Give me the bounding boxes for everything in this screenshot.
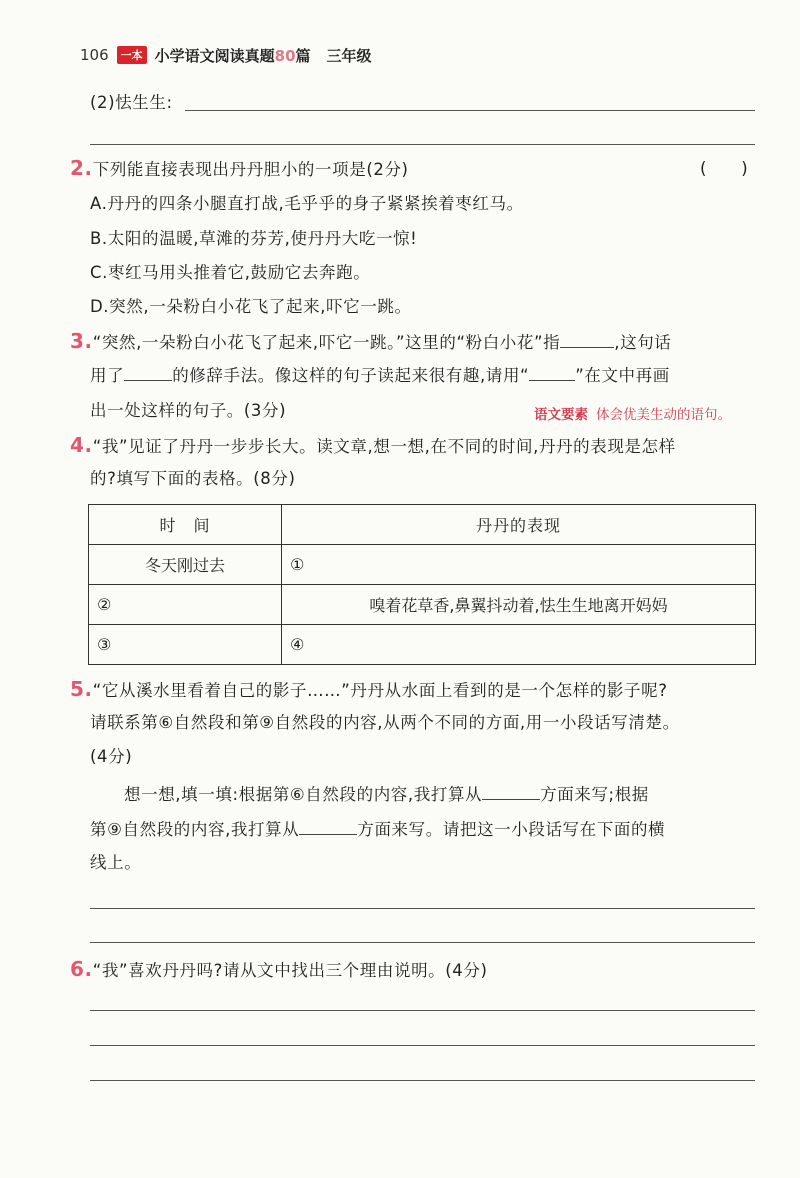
- skill-tag: [534, 403, 731, 423]
- table-cell: 嗅着花草香,鼻翼抖动着,怯生生地离开妈妈: [282, 585, 756, 625]
- q5-fill-line3: 线上。: [90, 853, 142, 872]
- page-number: 106: [80, 46, 109, 64]
- answer-line[interactable]: [90, 942, 755, 943]
- q3-line-mark-blank[interactable]: [529, 366, 575, 381]
- q4-line2: 的?填写下面的表格。(8分): [90, 469, 296, 488]
- q4-number: 4.: [70, 433, 93, 457]
- q6-stem: 6.“我”喜欢丹丹吗?请从文中找出三个理由说明。(4分): [70, 957, 488, 981]
- q2-answer-paren[interactable]: ( ): [700, 159, 749, 178]
- q3-blank-1[interactable]: [560, 333, 614, 348]
- book-title: 小学语文阅读真题80篇: [154, 46, 311, 65]
- answer-line[interactable]: [90, 1010, 755, 1011]
- table-cell-answer[interactable]: ③: [89, 625, 282, 665]
- table-header-time: 时 间: [89, 505, 282, 545]
- q5-blank-2[interactable]: [299, 820, 357, 835]
- q2-option-c: C.枣红马用头推着它,鼓励它去奔跑。: [90, 263, 371, 282]
- q3-line2: 用了 的修辞手法。像这样的句子读起来很有趣,请用“ ”在文中再画: [90, 366, 670, 385]
- answer-line[interactable]: [90, 1080, 755, 1081]
- q1-part2-label: (2)怯生生:: [90, 93, 173, 112]
- q2-stem: 2.下列能直接表现出丹丹胆小的一项是(2分): [70, 156, 409, 180]
- answer-line[interactable]: [90, 144, 755, 145]
- q5-line1: 5.“它从溪水里看着自己的影子……”丹丹从水面上看到的是一个怎样的影子呢?: [70, 677, 668, 701]
- q2-option-d: D.突然,一朵粉白小花飞了起来,吓它一跳。: [90, 297, 412, 316]
- page-header: [80, 44, 372, 66]
- table-cell: 冬天刚过去: [89, 545, 282, 585]
- table-cell-answer[interactable]: ①: [282, 545, 756, 585]
- q5-blank-1[interactable]: [482, 785, 540, 800]
- q6-number: 6.: [70, 957, 93, 981]
- table-header-row: [89, 505, 756, 545]
- q5-line2: 请联系第⑥自然段和第⑨自然段的内容,从两个不同的方面,用一小段话写清楚。: [90, 713, 680, 732]
- q2-number: 2.: [70, 156, 93, 180]
- q2-option-b: B.太阳的温暖,草滩的芬芳,使丹丹大吃一惊!: [90, 229, 418, 248]
- table-row: [89, 585, 756, 625]
- q5-fill-line1: 想一想,填一填:根据第⑥自然段的内容,我打算从 方面来写;根据: [124, 785, 649, 804]
- table-row: [89, 545, 756, 585]
- q4-line1: 4.“我”见证了丹丹一步步长大。读文章,想一想,在不同的时间,丹丹的表现是怎样: [70, 433, 676, 457]
- q5-fill-line2: 第⑨自然段的内容,我打算从 方面来写。请把这一小段话写在下面的横: [90, 820, 666, 839]
- q4-table: [88, 504, 756, 665]
- q5-number: 5.: [70, 677, 93, 701]
- skill-tag-label: 语文要素: [534, 407, 588, 423]
- table-header-performance: 丹丹的表现: [282, 505, 756, 545]
- q5-line3: (4分): [90, 747, 133, 766]
- answer-line[interactable]: [185, 110, 755, 111]
- answer-line[interactable]: [90, 908, 755, 909]
- q3-blank-2[interactable]: [124, 366, 172, 381]
- brand-logo: 一本: [117, 46, 147, 64]
- answer-line[interactable]: [90, 1045, 755, 1046]
- table-row: [89, 625, 756, 665]
- grade-label: 三年级: [326, 46, 372, 65]
- q2-option-a: A.丹丹的四条小腿直打战,毛乎乎的身子紧紧挨着枣红马。: [90, 194, 524, 213]
- q3-line1: 3.“突然,一朵粉白小花飞了起来,吓它一跳。”这里的“粉白小花”指 ,这句话: [70, 329, 672, 353]
- skill-tag-text: 体会优美生动的语句。: [596, 407, 731, 423]
- q3-number: 3.: [70, 329, 93, 353]
- table-cell-answer[interactable]: ④: [282, 625, 756, 665]
- q3-line3: 出一处这样的句子。(3分): [90, 401, 287, 420]
- table-cell-answer[interactable]: ②: [89, 585, 282, 625]
